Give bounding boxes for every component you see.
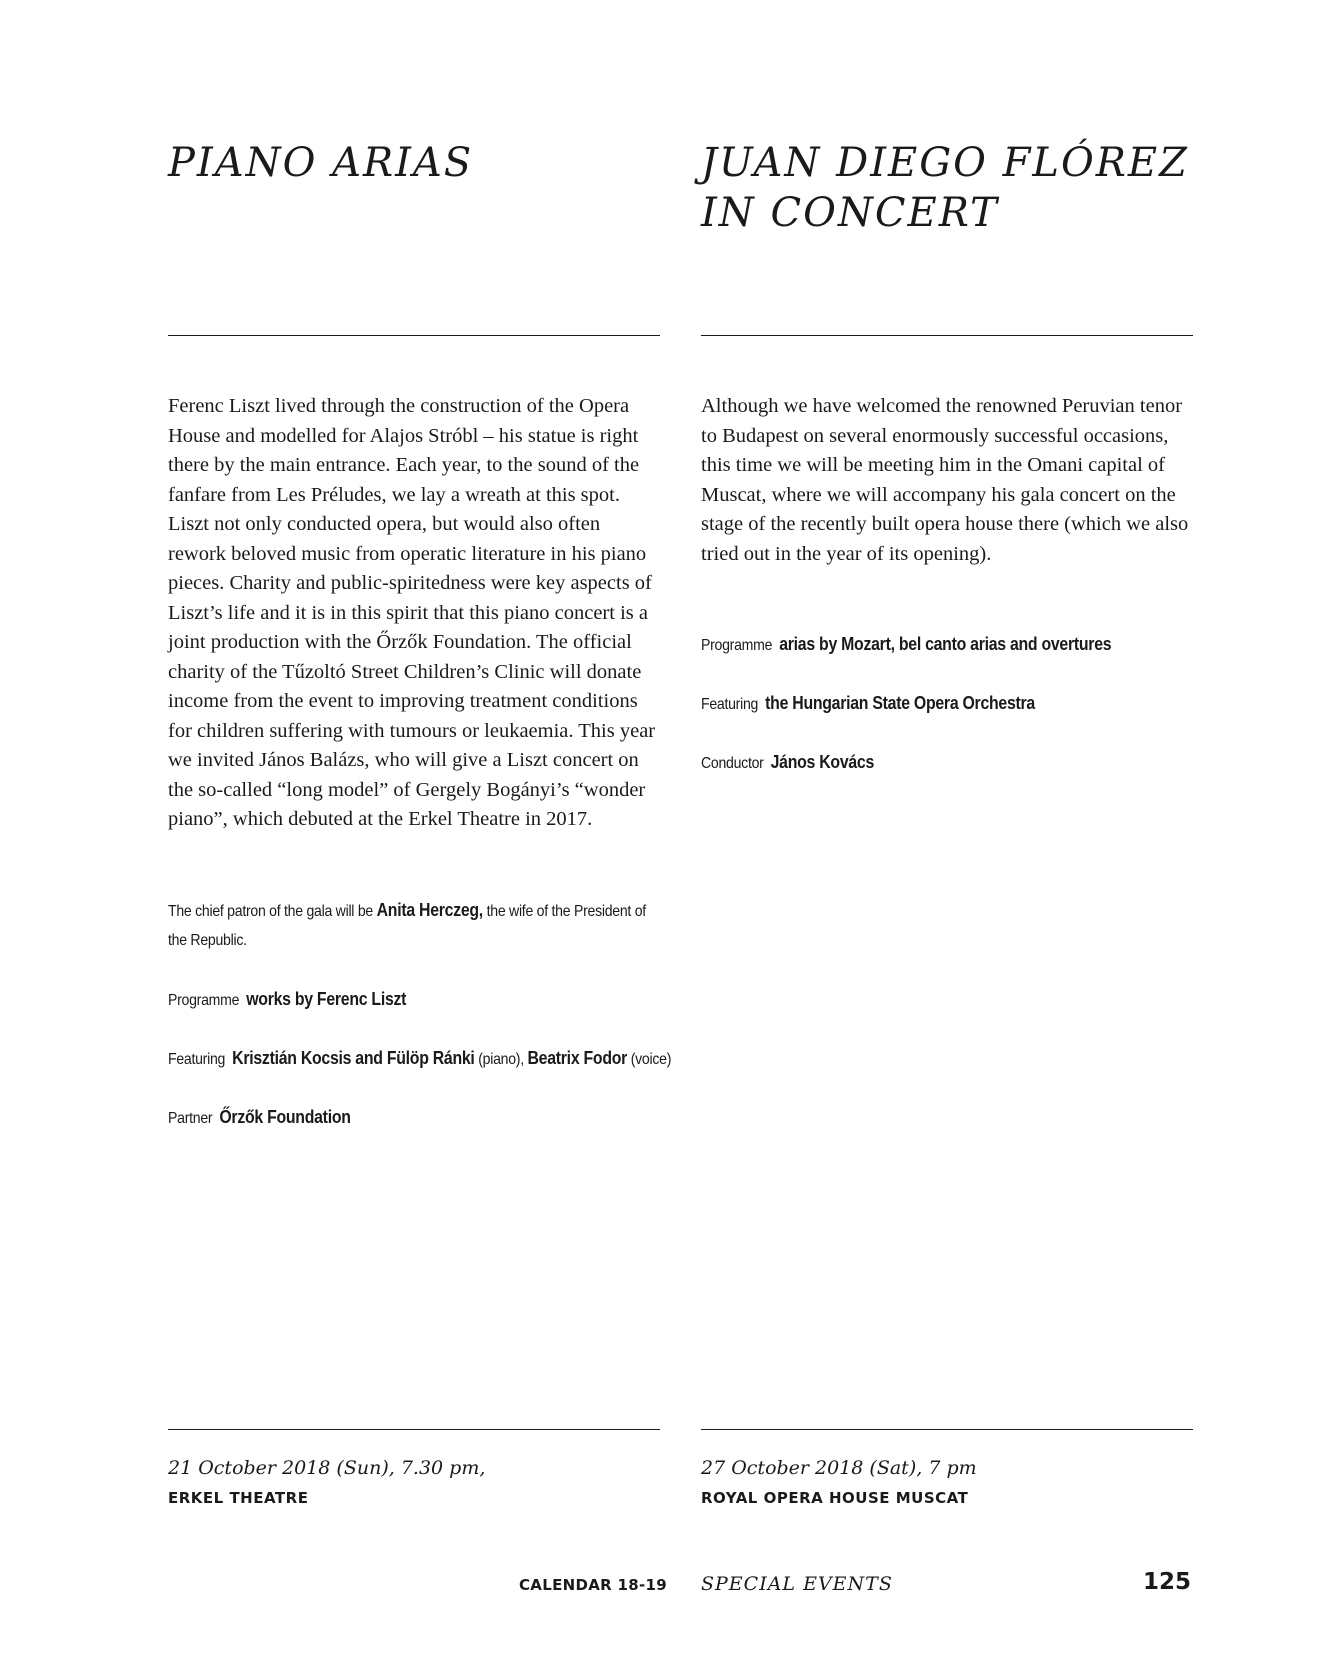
right-top-divider xyxy=(701,335,1193,336)
right-event-venue: ROYAL OPERA HOUSE MUSCAT xyxy=(701,1489,969,1507)
programme-value: works by Ferenc Liszt xyxy=(246,989,407,1009)
right-featuring xyxy=(701,689,1035,719)
conductor-label: Conductor xyxy=(701,755,764,772)
left-title-line: PIANO ARIAS xyxy=(168,140,474,186)
right-conductor xyxy=(701,748,874,778)
left-programme xyxy=(168,985,406,1015)
left-description: Ferenc Liszt lived through the construction of the Opera House and modelled for Alajos Stróbl – his statue is right there by the main entrance. Each year, to the sound of the fanfare from Les Préludes, we lay a wreath at this spot. Liszt not only conducted opera, but would also often rework beloved music from operatic literature in his piano pieces. Charity and public-spiritedness were key aspects of Liszt’s life and it is in this spirit that this piano concert is a joint production with the Őrzők Foundation. The official charity of the Tűzoltó Street Children’s Clinic will donate income from the event to improving treatment conditions for children suffering with tumours or leukaemia. This year we invited János Balázs, who will give a Liszt concert on the so-called “long model” of Gergely Bogányi’s “wonder piano”, which debuted at the Erkel Theatre in 2017. xyxy=(168,395,656,830)
left-bottom-divider xyxy=(168,1429,660,1430)
left-event-venue: ERKEL THEATRE xyxy=(168,1489,309,1507)
right-bottom-divider xyxy=(701,1429,1193,1430)
right-event-title xyxy=(701,138,1193,238)
featuring-role-2: (voice) xyxy=(630,1051,672,1068)
left-featuring xyxy=(168,1044,671,1074)
left-event-date: 21 October 2018 (Sun), 7.30 pm, xyxy=(168,1457,486,1479)
footer-section-label: SPECIAL EVENTS xyxy=(701,1573,893,1595)
patron-name: Anita Herczeg, xyxy=(376,900,483,920)
left-event-title xyxy=(168,138,660,188)
right-event-date: 27 October 2018 (Sat), 7 pm xyxy=(701,1457,977,1479)
partner-value: Őrzők Foundation xyxy=(219,1107,351,1127)
featuring-name-1: Krisztián Kocsis and Fülöp Ránki xyxy=(232,1048,475,1068)
featuring-label: Featuring xyxy=(701,696,759,713)
right-description: Although we have welcomed the renowned Peruvian tenor to Budapest on several enormously successful occasions, this time we will be meeting him in the Omani capital of Muscat, where we will accompany his gala concert on the stage of the recently built opera house there (which we also tried out in the year of its opening). xyxy=(701,395,1189,565)
left-patron-note: The chief patron of the gala will be Anita Herczeg, the wife of the President of the Republic. xyxy=(168,900,646,949)
featuring-name-2: Beatrix Fodor xyxy=(527,1048,628,1068)
programme-label: Programme xyxy=(701,637,773,654)
left-partner xyxy=(168,1103,351,1133)
page-number: 125 xyxy=(1143,1569,1192,1595)
left-top-divider xyxy=(168,335,660,336)
partner-label: Partner xyxy=(168,1110,213,1127)
featuring-value: the Hungarian State Opera Orchestra xyxy=(765,693,1035,713)
right-programme xyxy=(701,630,1111,660)
right-title-line-2: IN CONCERT xyxy=(701,190,999,236)
featuring-role-1: (piano), xyxy=(478,1051,524,1068)
featuring-label: Featuring xyxy=(168,1051,226,1068)
right-title-line-1: JUAN DIEGO FLÓREZ xyxy=(701,140,1189,186)
footer-calendar-label: CALENDAR 18-19 xyxy=(519,1576,667,1594)
conductor-value: János Kovács xyxy=(770,752,875,772)
programme-value: arias by Mozart, bel canto arias and overtures xyxy=(779,634,1112,654)
programme-label: Programme xyxy=(168,992,240,1009)
